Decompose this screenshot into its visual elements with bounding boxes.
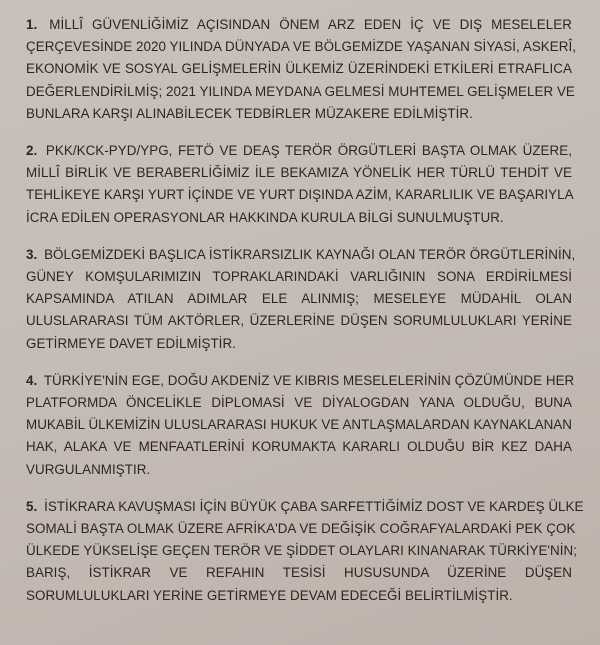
paragraph-line: SORUMLULUKLARI YERİNE GETİRMEYE DEVAM EDECEĞİ BELİRTİLMİŞTİR. (26, 587, 513, 603)
paragraph-line: MUKABİL ÜLKEMİZİN ULUSLARARASI HUKUK VE ANTLAŞMALARDAN KAYNAKLANAN (26, 417, 572, 433)
paragraph-line: 1. MİLLÎ GÜVENLİĞİMİZ AÇISINDAN ÖNEM ARZ EDEN İÇ VE DIŞ MESELELER (26, 17, 572, 32)
paragraph-line: EKONOMİK VE SOSYAL GELİŞMELERİN ÜLKEMİZ ÜZERİNDEKİ ETKİLERİ ETRAFLICA (26, 61, 572, 77)
paragraph-line: HAK, ALAKA VE MENFAATLERİNİ KORUMAKTA KARARLI OLDUĞU BİR KEZ DAHA (26, 439, 572, 455)
paragraph-number: 3. (26, 246, 38, 262)
paragraph-number: 5. (26, 498, 38, 514)
paragraph-line: 5. İSTİKRARA KAVUŞMASI İÇİN BÜYÜK ÇABA SARFETTİĞİMİZ DOST VE KARDEŞ ÜLKE (26, 498, 584, 514)
paragraph-line: ÇERÇEVESİNDE 2020 YILINDA DÜNYADA VE BÖLGEMİZDE YAŞANAN SİYASİ, ASKERÎ, (26, 39, 577, 55)
paragraph-number: 4. (26, 372, 38, 388)
paragraph-line: KAPSAMINDA ATILAN ADIMLAR ELE ALINMIŞ; MESELEYE MÜDAHİL OLAN (26, 291, 572, 307)
paragraph-line: GETİRMEYE DAVET EDİLMİŞTİR. (26, 335, 236, 351)
paragraph-line: VURGULANMIŞTIR. (26, 461, 151, 477)
paragraph-line: İCRA EDİLEN OPERASYONLAR HAKKINDA KURULA BİLGİ SUNULMUŞTUR. (26, 209, 504, 225)
paragraph-line: PLATFORMDA ÖNCELİKLE DİPLOMASİ VE DİYALOGDAN YANA OLDUĞU, BUNA (26, 395, 572, 411)
paragraph-4 (26, 370, 575, 481)
paragraph-line: ÜLKEDE YÜKSELİŞE GEÇEN TERÖR VE ŞİDDET OLAYLARI KINANARAK TÜRKİYE'NİN; (26, 543, 578, 559)
paragraph-line: DEĞERLENDİRİLMİŞ; 2021 YILINDA MEYDANA GELMESİ MUHTEMEL GELİŞMELER VE (26, 83, 575, 99)
paragraph-number: 1. (26, 17, 38, 32)
paragraph-2 (26, 140, 572, 229)
paragraph-line: BARIŞ, İSTİKRAR VE REFAHIN TESİSİ HUSUSUNDA ÜZERİNE DÜŞEN (26, 565, 572, 581)
paragraph-line: GÜNEY KOMŞULARIMIZIN TOPRAKLARINDAKİ VARLIĞININ SONA ERDİRİLMESİ (26, 269, 572, 285)
paragraph-line: 3. BÖLGEMİZDEKİ BAŞLICA İSTİKRARSIZLIK KAYNAĞI OLAN TERÖR ÖRGÜTLERİNİN, (26, 246, 576, 262)
paragraph-line: 2. PKK/KCK-PYD/YPG, FETÖ VE DEAŞ TERÖR ÖRGÜTLERİ BAŞTA OLMAK ÜZERE, (26, 143, 573, 159)
paragraph-1 (26, 14, 577, 125)
paragraph-3 (26, 244, 576, 355)
paragraph-line: 4. TÜRKİYE'NİN EGE, DOĞU AKDENİZ VE KIBRIS MESELELERİNİN ÇÖZÜMÜNDE HER (26, 372, 575, 388)
paragraph-5 (26, 496, 584, 607)
paragraph-line: BUNLARA KARŞI ALINABİLECEK TEDBİRLER MÜZAKERE EDİLMİŞTİR. (26, 105, 473, 121)
paragraph-line: TEHLİKEYE KARŞI YURT İÇİNDE VE YURT DIŞINDA AZİM, KARARLILIK VE BAŞARIYLA (26, 187, 574, 203)
paragraph-number: 2. (26, 143, 38, 159)
paragraph-line: MİLLÎ BİRLİK VE BERABERLİĞİMİZ İLE BEKAMIZA YÖNELİK HER TÜRLÜ TEHDİT VE (26, 165, 572, 181)
paragraph-line: SOMALİ BAŞTA OLMAK ÜZERE AFRİKA'DA VE DEĞİŞİK COĞRAFYALARDAKİ PEK ÇOK (26, 521, 576, 537)
paragraph-line: ULUSLARARASI TÜM AKTÖRLER, ÜZERLERİNE DÜŞEN SORUMLULUKLARI YERİNE (26, 313, 572, 329)
